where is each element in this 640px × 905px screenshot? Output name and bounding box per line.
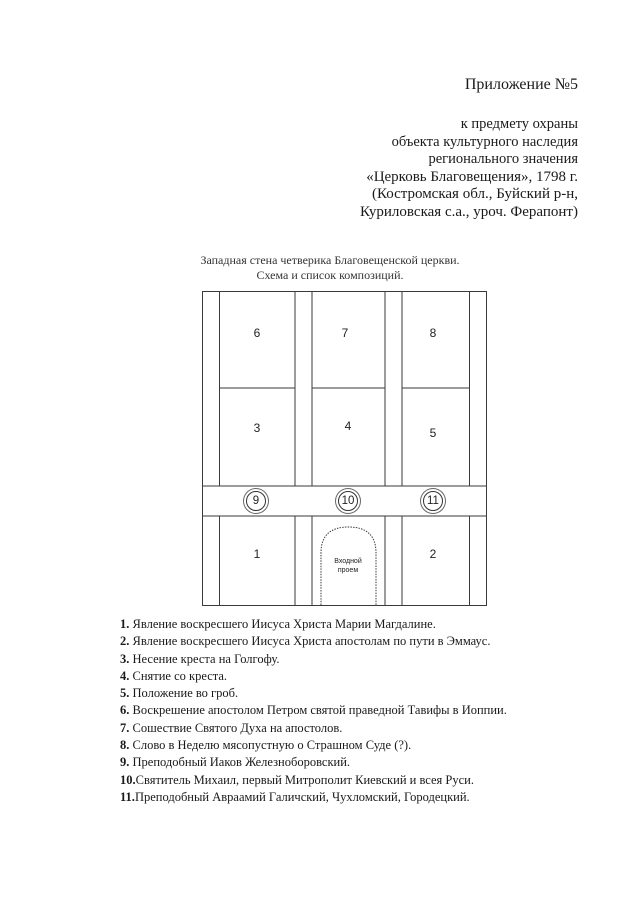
list-item (120, 789, 560, 806)
panel-number: 4 (344, 419, 352, 433)
medallion: 10 (338, 491, 358, 511)
panel-number: 8 (429, 326, 437, 340)
panel-number: 2 (429, 547, 437, 561)
header-line: «Церковь Благовещения», 1798 г. (366, 168, 578, 185)
pilaster (295, 292, 312, 487)
pilaster (385, 292, 402, 487)
header-line: (Костромская обл., Буйский р-н, (371, 186, 578, 202)
panel-number: 3 (253, 421, 261, 435)
list-item-number: 9. (120, 755, 130, 770)
composition-list (120, 616, 560, 806)
header-line: объекта культурного наследия (391, 133, 578, 150)
list-item-number: 4. (120, 668, 130, 683)
list-item-text: Явление воскресшего Иисуса Христа апостолам по пути в Эммаус. (132, 634, 491, 649)
door-label: проем (337, 567, 359, 574)
list-item (120, 754, 560, 771)
list-item-text: Положение во гроб. (132, 686, 239, 701)
appendix-title: Приложение №5 (464, 76, 578, 93)
list-item-number: 1. (120, 617, 130, 631)
pilaster (470, 292, 487, 487)
list-item-number: 8. (120, 738, 130, 753)
list-item-text: Слово в Неделю мясопустную о Страшном Суде (?). (132, 738, 412, 753)
list-item-number: 10. (120, 772, 136, 787)
list-item-text: Воскрешение апостолом Петром святой праведной Тавифы в Иоппии. (132, 703, 507, 718)
pilaster (203, 516, 220, 606)
list-item-text: Несение креста на Голгофу. (132, 651, 280, 666)
panel-number: 6 (253, 326, 261, 340)
list-item-text: Сошествие Святого Духа на апостолов. (132, 720, 343, 735)
list-item-text: Явление воскресшего Иисуса Христа Марии Магдалине. (132, 617, 436, 631)
medallion: 11 (423, 491, 443, 511)
pilaster (470, 516, 487, 606)
list-item-number: 3. (120, 651, 130, 666)
list-item-number: 7. (120, 720, 130, 735)
panel-number: 1 (253, 547, 261, 561)
pilaster (295, 516, 312, 606)
wall-scheme (202, 291, 487, 606)
panel-number: 7 (341, 326, 349, 340)
pilaster (385, 516, 402, 606)
pilaster (203, 292, 220, 487)
list-item-text: Преподобный Иаков Железноборовский. (132, 755, 351, 770)
list-item (120, 651, 560, 668)
list-item (120, 633, 560, 650)
list-item (120, 772, 560, 789)
list-item-number: 11. (120, 789, 135, 804)
list-item-text: Святитель Михаил, первый Митрополит Киевский и всея Руси. (135, 772, 474, 787)
list-item-number: 5. (120, 686, 130, 701)
document-header (218, 76, 578, 221)
header-line: Куриловская с.а., уроч. Ферапонт) (360, 203, 578, 220)
list-item (120, 685, 560, 702)
list-item (120, 616, 560, 633)
panel-number: 5 (429, 426, 437, 440)
list-item (120, 668, 560, 685)
list-item (120, 702, 560, 719)
scheme-caption-line2: Схема и список композиций. (256, 268, 404, 282)
door-label: Входной (334, 558, 362, 565)
scheme-caption-line1: Западная стена четверика Благовещенской церкви. (200, 253, 460, 267)
header-line: к предмету охраны (460, 116, 578, 132)
list-item-number: 2. (120, 634, 130, 649)
header-line: регионального значения (428, 151, 578, 167)
list-item (120, 737, 560, 754)
list-item (120, 720, 560, 737)
list-item-text: Снятие со креста. (132, 668, 228, 683)
list-item-text: Преподобный Авраамий Галичский, Чухломский, Городецкий. (134, 789, 470, 804)
list-item-number: 6. (120, 703, 130, 718)
medallion: 9 (246, 491, 266, 511)
